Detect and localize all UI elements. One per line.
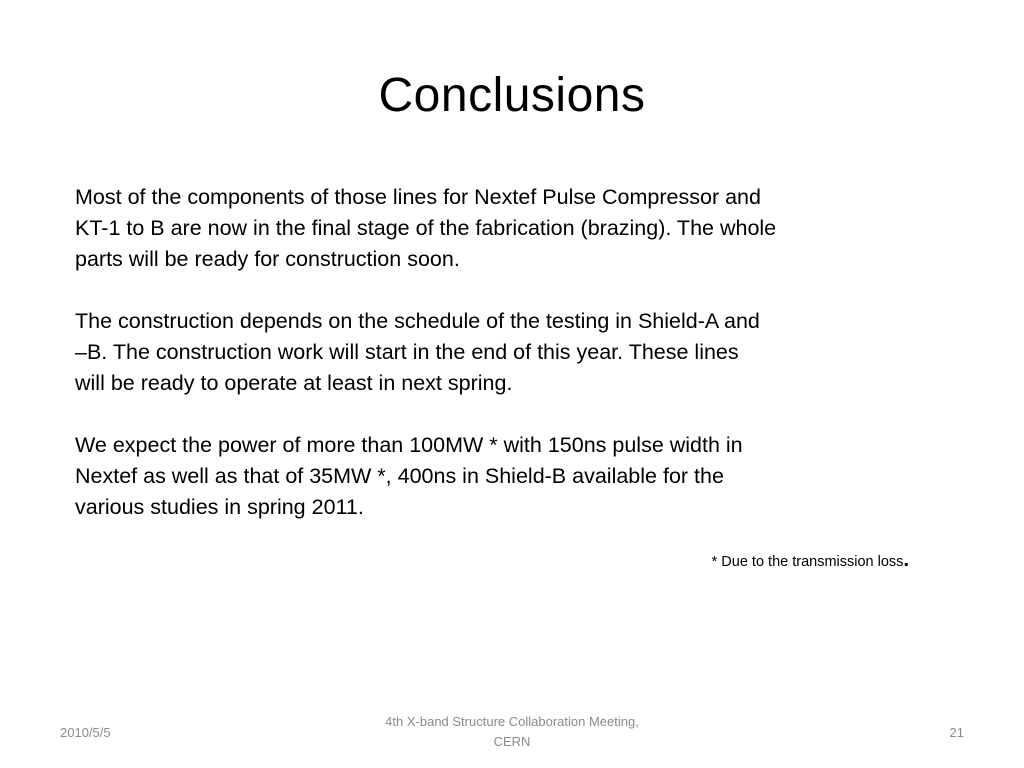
- paragraph-line: Most of the components of those lines for Nextef Pulse Compressor and: [75, 185, 761, 209]
- paragraph-line: –B. The construction work will start in the end of this year. These lines: [75, 340, 739, 364]
- slide-title: Conclusions: [378, 69, 646, 122]
- footer-event-line: CERN: [493, 734, 531, 749]
- paragraph-line: various studies in spring 2011.: [75, 495, 364, 519]
- paragraph-line: parts will be ready for construction soon.: [75, 247, 460, 271]
- paragraph-fabrication-status: [75, 182, 945, 275]
- paragraph-line: KT-1 to B are now in the final stage of the fabrication (brazing). The whole: [75, 216, 777, 240]
- paragraph-line: will be ready to operate at least in next spring.: [75, 371, 513, 395]
- paragraph-line: We expect the power of more than 100MW * with 150ns pulse width in: [75, 433, 743, 457]
- paragraph-power-expectation: [75, 430, 945, 523]
- footer-event-line: 4th X-band Structure Collaboration Meeting,: [385, 714, 639, 729]
- slide-body: [75, 182, 945, 554]
- paragraph-construction-schedule: [75, 306, 945, 399]
- footer-date: 2010/5/5: [60, 725, 111, 740]
- footnote-text: * Due to the transmission loss: [711, 554, 904, 570]
- footnote-period: .: [903, 549, 909, 571]
- footer-page-number: 21: [949, 725, 964, 740]
- paragraph-line: The construction depends on the schedule of the testing in Shield-A and: [75, 309, 760, 333]
- footnote: [712, 548, 909, 574]
- footer-event: [340, 712, 684, 752]
- paragraph-line: Nextef as well as that of 35MW *, 400ns in Shield-B available for the: [75, 464, 724, 488]
